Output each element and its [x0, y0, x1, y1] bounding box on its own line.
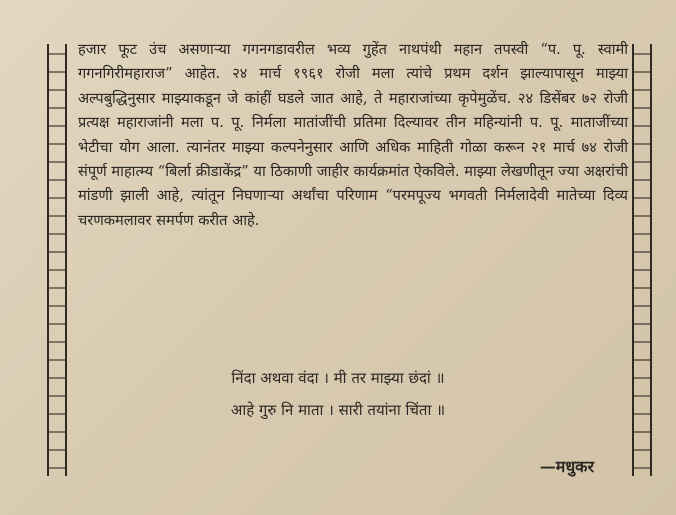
signature: —मधुकर	[539, 457, 594, 476]
body-paragraph: हजार फूट उंच असणाऱ्या गगनगडावरील भव्य गुहेंत नाथपंथी महान तपस्वी “प. पू. स्वामी गगनगिरीमहाराज” आहेत. २४ मार्च १९६१ रोजी मला त्यांचे प्रथम दर्शन झाल्यापासून माझ्या अल्पबुद्धिनुसार माझ्याकडून जे कांहीं घडले जात आहे, ते महाराजांच्या कृपेमुळेंच. २४ डिसेंबर ७२ रोजी प्रत्यक्ष महाराजांनी मला प. पू. निर्मला मातांजींची प्रतिमा दिल्यावर तीन महिन्यांनी प. पू. माताजींच्या भेटीचा योग आला. त्यानंतर माझ्या कल्पनेनुसार आणि अधिक माहिती गोळा करून २१ मार्च ७४ रोजी संपूर्ण माहात्म्य “बिर्ला क्रीडाकेंद्र” या ठिकाणी जाहीर कार्यक्रमांत ऐकविले. माझ्या लेखणीतून ज्या अक्षरांची मांडणी झाली आहे, त्यांतून निघणाऱ्या अर्थांचा परिणाम “परमपूज्य भगवती निर्मलादेवी मातेच्या दिव्य चरणकमलावर समर्पण करीत आहे.	[78, 41, 628, 229]
couplet-line-1: निंदा अथवा वंदा । मी तर माझ्या छंदां ॥	[231, 369, 445, 387]
couplet-line-2: आहे गुरु नि माता । सारी तयांना चिंता ॥	[230, 401, 446, 419]
